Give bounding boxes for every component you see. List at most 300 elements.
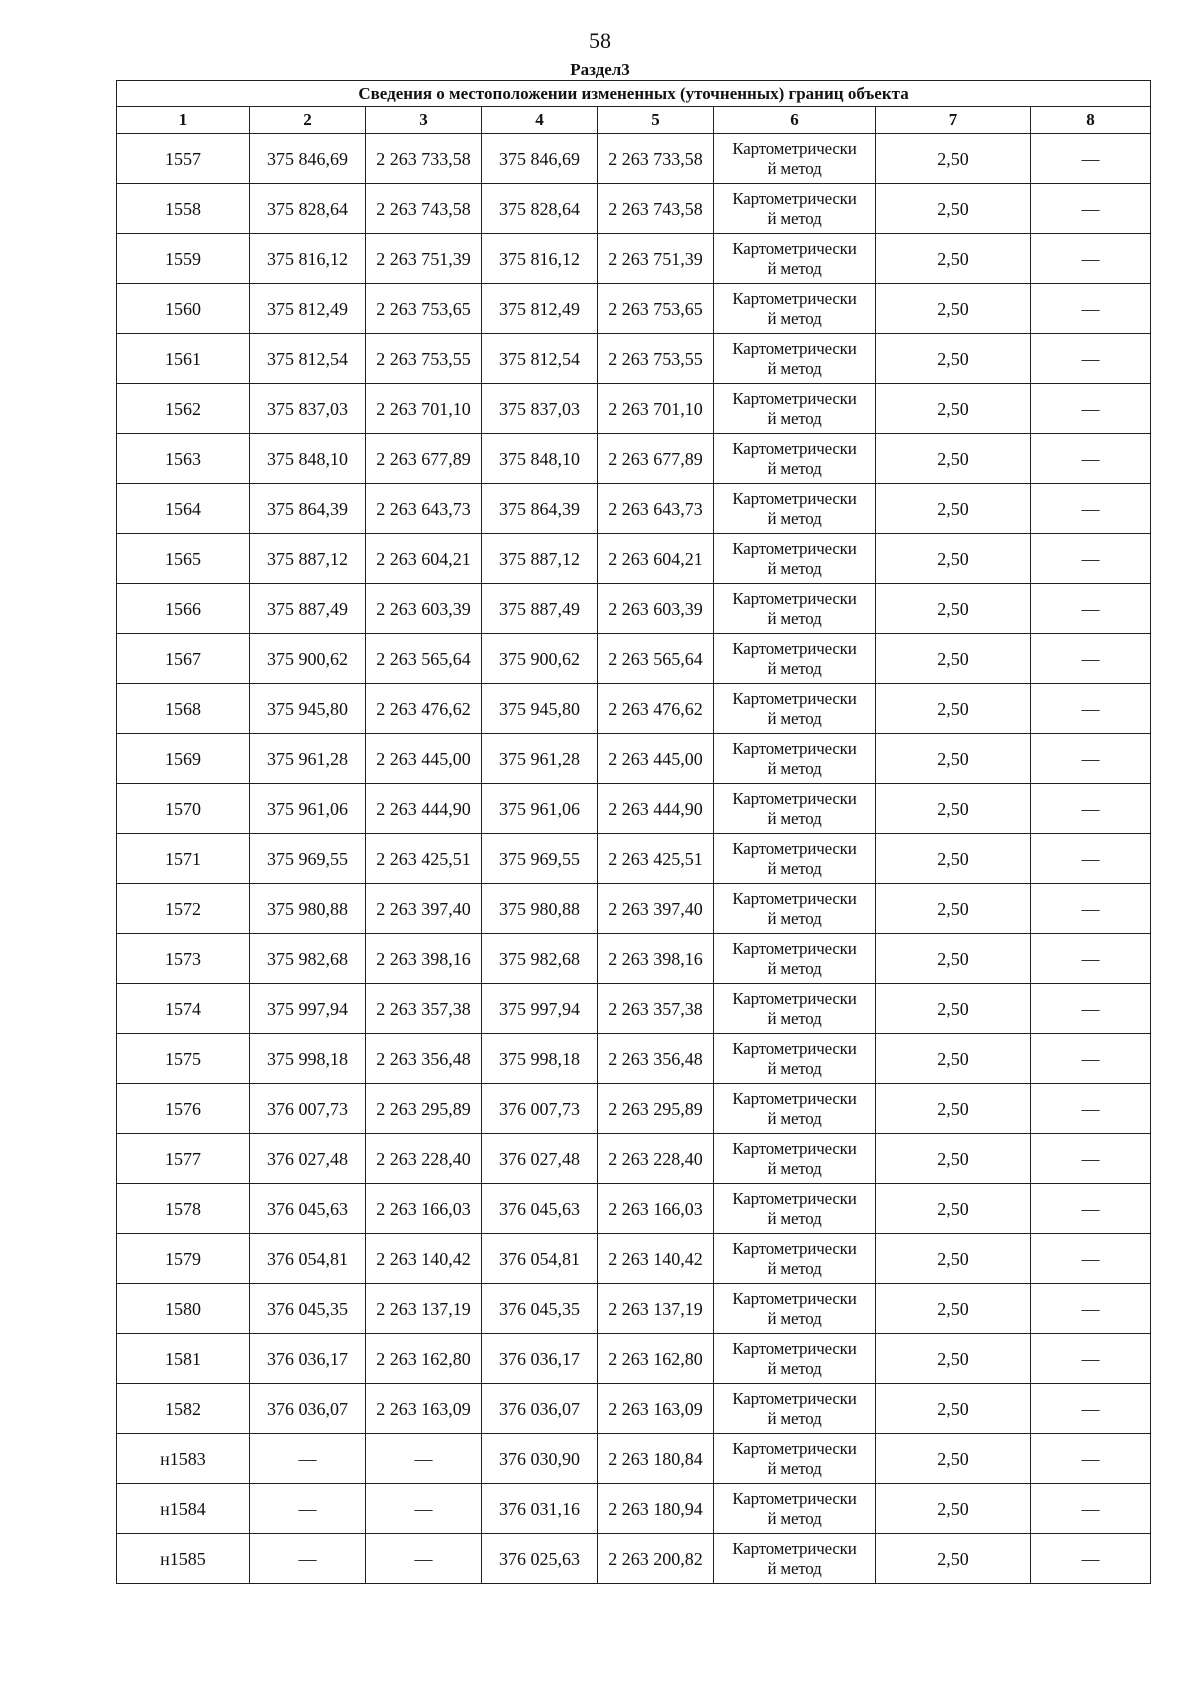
- method-text-line-1: Картометрически: [732, 738, 857, 758]
- accuracy-cell: 2,50: [876, 1534, 1031, 1584]
- accuracy-cell: 2,50: [876, 784, 1031, 834]
- existing-y-cell: 2 263 701,10: [366, 384, 482, 434]
- new-x-cell: 375 816,12: [482, 234, 598, 284]
- method-cell: [714, 1434, 876, 1484]
- method-text-line-1: Картометрически: [732, 938, 857, 958]
- table-body: [117, 134, 1151, 1584]
- description-cell: —: [1031, 234, 1151, 284]
- existing-x-cell: 375 900,62: [250, 634, 366, 684]
- new-y-cell: 2 263 604,21: [598, 534, 714, 584]
- existing-y-cell: 2 263 137,19: [366, 1284, 482, 1334]
- new-y-cell: 2 263 398,16: [598, 934, 714, 984]
- method-text-line-2: й метод: [767, 1108, 822, 1128]
- method-text-line-1: Картометрически: [732, 638, 857, 658]
- point-number-cell: 1558: [117, 184, 250, 234]
- method-text-line-1: Картометрически: [732, 1088, 857, 1108]
- method-text-line-1: Картометрически: [732, 988, 857, 1008]
- point-number-cell: 1557: [117, 134, 250, 184]
- description-cell: —: [1031, 1084, 1151, 1134]
- existing-y-cell: 2 263 166,03: [366, 1184, 482, 1234]
- accuracy-cell: 2,50: [876, 1334, 1031, 1384]
- description-cell: —: [1031, 534, 1151, 584]
- existing-x-cell: 375 945,80: [250, 684, 366, 734]
- method-text-line-2: й метод: [767, 1258, 822, 1278]
- method-text-line-1: Картометрически: [732, 588, 857, 608]
- accuracy-cell: 2,50: [876, 1134, 1031, 1184]
- new-y-cell: 2 263 295,89: [598, 1084, 714, 1134]
- existing-y-cell: 2 263 753,55: [366, 334, 482, 384]
- new-y-cell: 2 263 445,00: [598, 734, 714, 784]
- point-number-cell: 1559: [117, 234, 250, 284]
- accuracy-cell: 2,50: [876, 934, 1031, 984]
- method-text-line-1: Картометрически: [732, 1338, 857, 1358]
- existing-y-cell: 2 263 643,73: [366, 484, 482, 534]
- accuracy-cell: 2,50: [876, 834, 1031, 884]
- table-row: [117, 1184, 1151, 1234]
- new-x-cell: 375 961,06: [482, 784, 598, 834]
- table-row: [117, 1134, 1151, 1184]
- new-x-cell: 375 982,68: [482, 934, 598, 984]
- column-number: 2: [250, 107, 366, 134]
- accuracy-cell: 2,50: [876, 1034, 1031, 1084]
- new-x-cell: 376 007,73: [482, 1084, 598, 1134]
- new-y-cell: 2 263 565,64: [598, 634, 714, 684]
- method-text-line-2: й метод: [767, 1458, 822, 1478]
- new-x-cell: 375 837,03: [482, 384, 598, 434]
- new-x-cell: 376 030,90: [482, 1434, 598, 1484]
- new-y-cell: 2 263 751,39: [598, 234, 714, 284]
- existing-y-cell: 2 263 476,62: [366, 684, 482, 734]
- existing-x-cell: 375 837,03: [250, 384, 366, 434]
- point-number-cell: 1568: [117, 684, 250, 734]
- new-y-cell: 2 263 444,90: [598, 784, 714, 834]
- description-cell: —: [1031, 434, 1151, 484]
- description-cell: —: [1031, 1284, 1151, 1334]
- point-number-cell: н1583: [117, 1434, 250, 1484]
- new-x-cell: 376 045,35: [482, 1284, 598, 1334]
- method-text-line-1: Картометрически: [732, 788, 857, 808]
- accuracy-cell: 2,50: [876, 1434, 1031, 1484]
- table-row: [117, 1084, 1151, 1134]
- table-row: [117, 984, 1151, 1034]
- method-cell: [714, 334, 876, 384]
- point-number-cell: 1577: [117, 1134, 250, 1184]
- method-cell: [714, 184, 876, 234]
- table-row: [117, 384, 1151, 434]
- existing-y-cell: 2 263 163,09: [366, 1384, 482, 1434]
- existing-x-cell: 375 982,68: [250, 934, 366, 984]
- method-cell: [714, 1534, 876, 1584]
- accuracy-cell: 2,50: [876, 334, 1031, 384]
- boundary-coordinates-table: [116, 80, 1151, 1584]
- method-cell: [714, 1284, 876, 1334]
- method-cell: [714, 934, 876, 984]
- table-row: [117, 1434, 1151, 1484]
- method-text-line-1: Картометрически: [732, 888, 857, 908]
- method-text-line-2: й метод: [767, 1208, 822, 1228]
- method-text-line-2: й метод: [767, 758, 822, 778]
- description-cell: —: [1031, 484, 1151, 534]
- existing-y-cell: 2 263 733,58: [366, 134, 482, 184]
- table-row: [117, 484, 1151, 534]
- method-cell: [714, 1184, 876, 1234]
- point-number-cell: н1585: [117, 1534, 250, 1584]
- table-row: [117, 934, 1151, 984]
- table-row: [117, 1384, 1151, 1434]
- method-cell: [714, 584, 876, 634]
- method-cell: [714, 1484, 876, 1534]
- method-text-line-2: й метод: [767, 558, 822, 578]
- new-y-cell: 2 263 603,39: [598, 584, 714, 634]
- new-x-cell: 375 887,12: [482, 534, 598, 584]
- new-y-cell: 2 263 701,10: [598, 384, 714, 434]
- accuracy-cell: 2,50: [876, 634, 1031, 684]
- point-number-cell: 1582: [117, 1384, 250, 1434]
- existing-x-cell: 376 045,35: [250, 1284, 366, 1334]
- new-y-cell: 2 263 140,42: [598, 1234, 714, 1284]
- method-text-line-2: й метод: [767, 1408, 822, 1428]
- method-text-line-2: й метод: [767, 708, 822, 728]
- table-row: [117, 184, 1151, 234]
- page-number: 58: [589, 28, 611, 53]
- existing-x-cell: 375 812,49: [250, 284, 366, 334]
- new-y-cell: 2 263 476,62: [598, 684, 714, 734]
- existing-y-cell: 2 263 444,90: [366, 784, 482, 834]
- new-x-cell: 375 997,94: [482, 984, 598, 1034]
- existing-x-cell: 375 828,64: [250, 184, 366, 234]
- method-text-line-1: Картометрически: [732, 1288, 857, 1308]
- method-text-line-1: Картометрически: [732, 1188, 857, 1208]
- new-y-cell: 2 263 743,58: [598, 184, 714, 234]
- accuracy-cell: 2,50: [876, 234, 1031, 284]
- table-row: [117, 1534, 1151, 1584]
- column-number: 3: [366, 107, 482, 134]
- table-row: [117, 284, 1151, 334]
- new-x-cell: 376 054,81: [482, 1234, 598, 1284]
- point-number-cell: 1566: [117, 584, 250, 634]
- accuracy-cell: 2,50: [876, 134, 1031, 184]
- new-x-cell: 376 025,63: [482, 1534, 598, 1584]
- method-text-line-1: Картометрически: [732, 1538, 857, 1558]
- existing-y-cell: 2 263 356,48: [366, 1034, 482, 1084]
- description-cell: —: [1031, 1184, 1151, 1234]
- new-y-cell: 2 263 200,82: [598, 1534, 714, 1584]
- existing-x-cell: 375 998,18: [250, 1034, 366, 1084]
- method-text-line-2: й метод: [767, 1508, 822, 1528]
- description-cell: —: [1031, 984, 1151, 1034]
- description-cell: —: [1031, 884, 1151, 934]
- description-cell: —: [1031, 184, 1151, 234]
- table-row: [117, 1284, 1151, 1334]
- table-row: [117, 834, 1151, 884]
- description-cell: —: [1031, 384, 1151, 434]
- method-text-line-2: й метод: [767, 1158, 822, 1178]
- table-row: [117, 334, 1151, 384]
- method-text-line-2: й метод: [767, 908, 822, 928]
- point-number-cell: 1574: [117, 984, 250, 1034]
- column-number: 8: [1031, 107, 1151, 134]
- new-x-cell: 376 027,48: [482, 1134, 598, 1184]
- column-number: 5: [598, 107, 714, 134]
- new-x-cell: 375 969,55: [482, 834, 598, 884]
- existing-x-cell: 376 007,73: [250, 1084, 366, 1134]
- method-cell: [714, 434, 876, 484]
- description-cell: —: [1031, 1434, 1151, 1484]
- new-y-cell: 2 263 356,48: [598, 1034, 714, 1084]
- method-text-line-2: й метод: [767, 858, 822, 878]
- new-x-cell: 376 036,17: [482, 1334, 598, 1384]
- new-y-cell: 2 263 753,55: [598, 334, 714, 384]
- new-y-cell: 2 263 163,09: [598, 1384, 714, 1434]
- existing-y-cell: 2 263 445,00: [366, 734, 482, 784]
- existing-x-cell: 375 812,54: [250, 334, 366, 384]
- description-cell: —: [1031, 934, 1151, 984]
- existing-y-cell: 2 263 743,58: [366, 184, 482, 234]
- new-x-cell: 375 812,49: [482, 284, 598, 334]
- existing-x-cell: —: [250, 1434, 366, 1484]
- new-x-cell: 375 812,54: [482, 334, 598, 384]
- accuracy-cell: 2,50: [876, 884, 1031, 934]
- point-number-cell: 1579: [117, 1234, 250, 1284]
- accuracy-cell: 2,50: [876, 1184, 1031, 1234]
- column-number-row: [117, 107, 1151, 134]
- existing-y-cell: 2 263 140,42: [366, 1234, 482, 1284]
- method-text-line-1: Картометрически: [732, 138, 857, 158]
- point-number-cell: 1567: [117, 634, 250, 684]
- method-text-line-2: й метод: [767, 208, 822, 228]
- method-cell: [714, 684, 876, 734]
- existing-y-cell: 2 263 397,40: [366, 884, 482, 934]
- existing-y-cell: 2 263 753,65: [366, 284, 482, 334]
- method-text-line-1: Картометрически: [732, 1488, 857, 1508]
- column-number: 7: [876, 107, 1031, 134]
- method-text-line-2: й метод: [767, 1308, 822, 1328]
- method-text-line-2: й метод: [767, 508, 822, 528]
- table-row: [117, 234, 1151, 284]
- method-text-line-1: Картометрически: [732, 438, 857, 458]
- existing-x-cell: 376 036,17: [250, 1334, 366, 1384]
- table-row: [117, 1484, 1151, 1534]
- point-number-cell: 1573: [117, 934, 250, 984]
- method-cell: [714, 884, 876, 934]
- new-y-cell: 2 263 677,89: [598, 434, 714, 484]
- new-y-cell: 2 263 166,03: [598, 1184, 714, 1234]
- method-text-line-1: Картометрически: [732, 688, 857, 708]
- method-text-line-1: Картометрически: [732, 1238, 857, 1258]
- description-cell: —: [1031, 1534, 1151, 1584]
- accuracy-cell: 2,50: [876, 684, 1031, 734]
- method-cell: [714, 984, 876, 1034]
- existing-x-cell: 375 980,88: [250, 884, 366, 934]
- table-row: [117, 134, 1151, 184]
- point-number-cell: 1575: [117, 1034, 250, 1084]
- table-row: [117, 884, 1151, 934]
- point-number-cell: 1578: [117, 1184, 250, 1234]
- point-number-cell: 1580: [117, 1284, 250, 1334]
- method-text-line-1: Картометрически: [732, 238, 857, 258]
- description-cell: —: [1031, 284, 1151, 334]
- point-number-cell: 1562: [117, 384, 250, 434]
- point-number-cell: н1584: [117, 1484, 250, 1534]
- point-number-cell: 1564: [117, 484, 250, 534]
- section-heading: Раздел3: [570, 60, 630, 79]
- new-y-cell: 2 263 733,58: [598, 134, 714, 184]
- description-cell: —: [1031, 634, 1151, 684]
- existing-x-cell: 376 036,07: [250, 1384, 366, 1434]
- new-y-cell: 2 263 137,19: [598, 1284, 714, 1334]
- method-text-line-2: й метод: [767, 808, 822, 828]
- new-x-cell: 375 846,69: [482, 134, 598, 184]
- point-number-cell: 1571: [117, 834, 250, 884]
- method-text-line-2: й метод: [767, 358, 822, 378]
- description-cell: —: [1031, 584, 1151, 634]
- method-text-line-1: Картометрически: [732, 1438, 857, 1458]
- table-row: [117, 634, 1151, 684]
- method-cell: [714, 1334, 876, 1384]
- method-text-line-2: й метод: [767, 408, 822, 428]
- accuracy-cell: 2,50: [876, 384, 1031, 434]
- existing-x-cell: 375 816,12: [250, 234, 366, 284]
- new-y-cell: 2 263 425,51: [598, 834, 714, 884]
- method-text-line-1: Картометрически: [732, 1038, 857, 1058]
- method-text-line-1: Картометрически: [732, 288, 857, 308]
- table-row: [117, 784, 1151, 834]
- description-cell: —: [1031, 784, 1151, 834]
- new-x-cell: 375 961,28: [482, 734, 598, 784]
- accuracy-cell: 2,50: [876, 434, 1031, 484]
- description-cell: —: [1031, 1234, 1151, 1284]
- column-number: 6: [714, 107, 876, 134]
- existing-y-cell: —: [366, 1484, 482, 1534]
- table-title: Сведения о местоположении измененных (уточненных) границ объекта: [117, 81, 1151, 107]
- accuracy-cell: 2,50: [876, 534, 1031, 584]
- description-cell: —: [1031, 834, 1151, 884]
- accuracy-cell: 2,50: [876, 1284, 1031, 1334]
- method-cell: [714, 534, 876, 584]
- existing-x-cell: 375 961,06: [250, 784, 366, 834]
- accuracy-cell: 2,50: [876, 1084, 1031, 1134]
- description-cell: —: [1031, 734, 1151, 784]
- new-y-cell: 2 263 753,65: [598, 284, 714, 334]
- method-cell: [714, 1034, 876, 1084]
- description-cell: —: [1031, 334, 1151, 384]
- new-x-cell: 375 980,88: [482, 884, 598, 934]
- existing-x-cell: —: [250, 1484, 366, 1534]
- method-text-line-2: й метод: [767, 308, 822, 328]
- method-cell: [714, 134, 876, 184]
- point-number-cell: 1565: [117, 534, 250, 584]
- existing-y-cell: 2 263 604,21: [366, 534, 482, 584]
- new-y-cell: 2 263 397,40: [598, 884, 714, 934]
- new-x-cell: 375 887,49: [482, 584, 598, 634]
- point-number-cell: 1569: [117, 734, 250, 784]
- existing-y-cell: 2 263 425,51: [366, 834, 482, 884]
- point-number-cell: 1560: [117, 284, 250, 334]
- method-text-line-2: й метод: [767, 1558, 822, 1578]
- new-x-cell: 376 045,63: [482, 1184, 598, 1234]
- method-text-line-2: й метод: [767, 658, 822, 678]
- method-cell: [714, 284, 876, 334]
- method-cell: [714, 384, 876, 434]
- method-text-line-1: Картометрически: [732, 188, 857, 208]
- method-text-line-2: й метод: [767, 158, 822, 178]
- method-cell: [714, 634, 876, 684]
- existing-x-cell: 376 027,48: [250, 1134, 366, 1184]
- new-y-cell: 2 263 180,84: [598, 1434, 714, 1484]
- method-cell: [714, 734, 876, 784]
- method-cell: [714, 784, 876, 834]
- table-row: [117, 1234, 1151, 1284]
- column-number: 4: [482, 107, 598, 134]
- new-x-cell: 375 998,18: [482, 1034, 598, 1084]
- method-text-line-1: Картометрически: [732, 1388, 857, 1408]
- description-cell: —: [1031, 1484, 1151, 1534]
- accuracy-cell: 2,50: [876, 1234, 1031, 1284]
- accuracy-cell: 2,50: [876, 284, 1031, 334]
- description-cell: —: [1031, 1134, 1151, 1184]
- existing-x-cell: 375 887,49: [250, 584, 366, 634]
- point-number-cell: 1561: [117, 334, 250, 384]
- method-text-line-2: й метод: [767, 258, 822, 278]
- description-cell: —: [1031, 1034, 1151, 1084]
- point-number-cell: 1572: [117, 884, 250, 934]
- new-x-cell: 375 900,62: [482, 634, 598, 684]
- accuracy-cell: 2,50: [876, 484, 1031, 534]
- accuracy-cell: 2,50: [876, 184, 1031, 234]
- method-text-line-2: й метод: [767, 608, 822, 628]
- accuracy-cell: 2,50: [876, 734, 1031, 784]
- existing-x-cell: 375 848,10: [250, 434, 366, 484]
- table-row: [117, 534, 1151, 584]
- method-cell: [714, 1084, 876, 1134]
- method-cell: [714, 1234, 876, 1284]
- existing-x-cell: 375 846,69: [250, 134, 366, 184]
- existing-x-cell: 375 961,28: [250, 734, 366, 784]
- new-y-cell: 2 263 643,73: [598, 484, 714, 534]
- existing-y-cell: 2 263 357,38: [366, 984, 482, 1034]
- point-number-cell: 1570: [117, 784, 250, 834]
- point-number-cell: 1581: [117, 1334, 250, 1384]
- existing-y-cell: 2 263 565,64: [366, 634, 482, 684]
- existing-y-cell: —: [366, 1534, 482, 1584]
- existing-y-cell: 2 263 751,39: [366, 234, 482, 284]
- table-row: [117, 1034, 1151, 1084]
- existing-y-cell: 2 263 603,39: [366, 584, 482, 634]
- method-text-line-1: Картометрически: [732, 338, 857, 358]
- method-cell: [714, 484, 876, 534]
- new-y-cell: 2 263 228,40: [598, 1134, 714, 1184]
- new-x-cell: 376 036,07: [482, 1384, 598, 1434]
- existing-x-cell: 375 969,55: [250, 834, 366, 884]
- existing-x-cell: —: [250, 1534, 366, 1584]
- method-cell: [714, 1384, 876, 1434]
- method-text-line-2: й метод: [767, 458, 822, 478]
- description-cell: —: [1031, 684, 1151, 734]
- method-text-line-1: Картометрически: [732, 388, 857, 408]
- method-text-line-2: й метод: [767, 1008, 822, 1028]
- method-text-line-1: Картометрически: [732, 538, 857, 558]
- description-cell: —: [1031, 1384, 1151, 1434]
- existing-x-cell: 376 054,81: [250, 1234, 366, 1284]
- table-row: [117, 434, 1151, 484]
- existing-y-cell: —: [366, 1434, 482, 1484]
- method-cell: [714, 234, 876, 284]
- new-x-cell: 376 031,16: [482, 1484, 598, 1534]
- method-text-line-1: Картометрически: [732, 488, 857, 508]
- accuracy-cell: 2,50: [876, 1484, 1031, 1534]
- method-text-line-2: й метод: [767, 1358, 822, 1378]
- table-row: [117, 734, 1151, 784]
